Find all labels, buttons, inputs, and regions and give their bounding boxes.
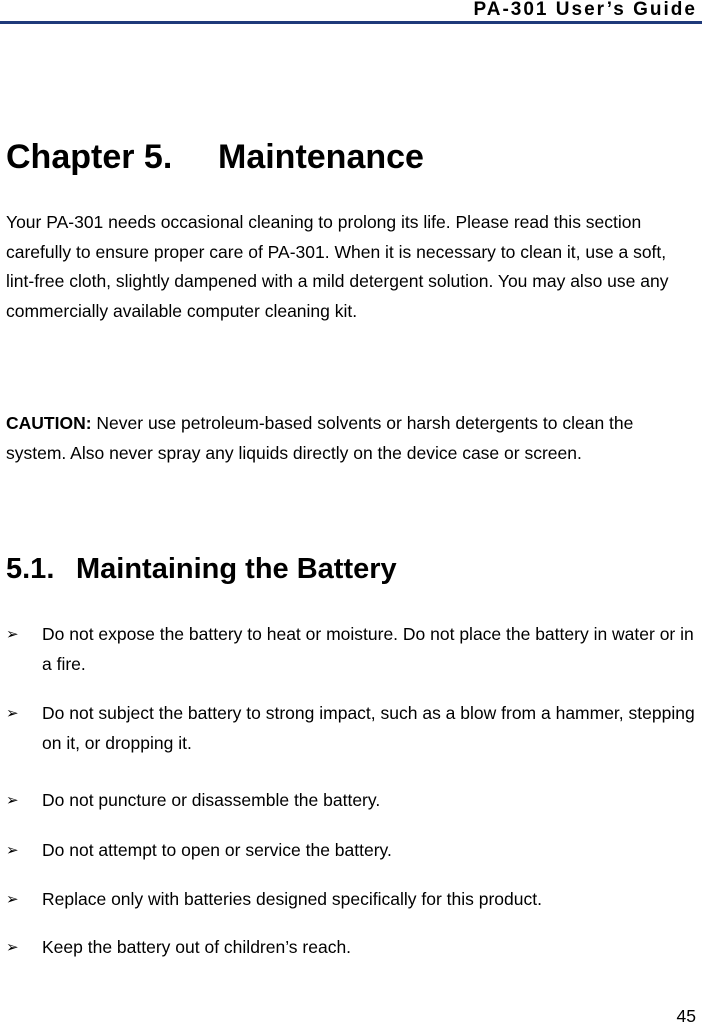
bullet-item xyxy=(6,620,696,679)
bullet-text: Do not expose the battery to heat or moisture. Do not place the battery in water or in a fire. xyxy=(42,624,694,674)
arrow-bullet-icon: ➢ xyxy=(6,792,19,809)
section-number: 5.1. xyxy=(6,553,55,585)
caution-label: CAUTION: xyxy=(6,413,92,433)
arrow-bullet-icon: ➢ xyxy=(6,891,19,908)
caution-paragraph xyxy=(6,409,696,468)
bullet-item xyxy=(6,933,696,963)
chapter-title xyxy=(6,138,424,177)
bullet-item xyxy=(6,786,696,816)
bullet-text: Do not puncture or disassemble the battery. xyxy=(42,790,381,810)
arrow-bullet-icon: ➢ xyxy=(6,705,19,722)
bullet-text: Replace only with batteries designed specifically for this product. xyxy=(42,889,542,909)
arrow-bullet-icon: ➢ xyxy=(6,842,19,859)
intro-paragraph: Your PA-301 needs occasional cleaning to prolong its life. Please read this section carefully to ensure proper care of PA-301. When it is necessary to clean it, use a soft, lint-free cloth, slightly dampened with a mild detergent solution. You may also use any commercially available computer cleaning kit. xyxy=(6,212,669,321)
bullet-text: Keep the battery out of children’s reach. xyxy=(42,937,352,957)
arrow-bullet-icon: ➢ xyxy=(6,626,19,643)
page-header-title: PA-301 User’s Guide xyxy=(473,0,697,20)
bullet-text: Do not attempt to open or service the battery. xyxy=(42,840,392,860)
section-title xyxy=(6,553,397,586)
bullet-item xyxy=(6,885,696,915)
chapter-number: Chapter 5. xyxy=(6,138,173,176)
header-rule xyxy=(0,21,702,24)
arrow-bullet-icon: ➢ xyxy=(6,939,19,956)
section-name: Maintaining the Battery xyxy=(76,553,397,585)
chapter-name: Maintenance xyxy=(218,138,424,176)
bullet-text: Do not subject the battery to strong impact, such as a blow from a hammer, stepping on it, or dropping it. xyxy=(42,703,695,753)
bullet-item xyxy=(6,836,696,866)
page-number: 45 xyxy=(676,1006,696,1026)
caution-text: Never use petroleum-based solvents or harsh detergents to clean the system. Also never spray any liquids directly on the device case or screen. xyxy=(6,413,634,463)
bullet-item xyxy=(6,699,696,758)
